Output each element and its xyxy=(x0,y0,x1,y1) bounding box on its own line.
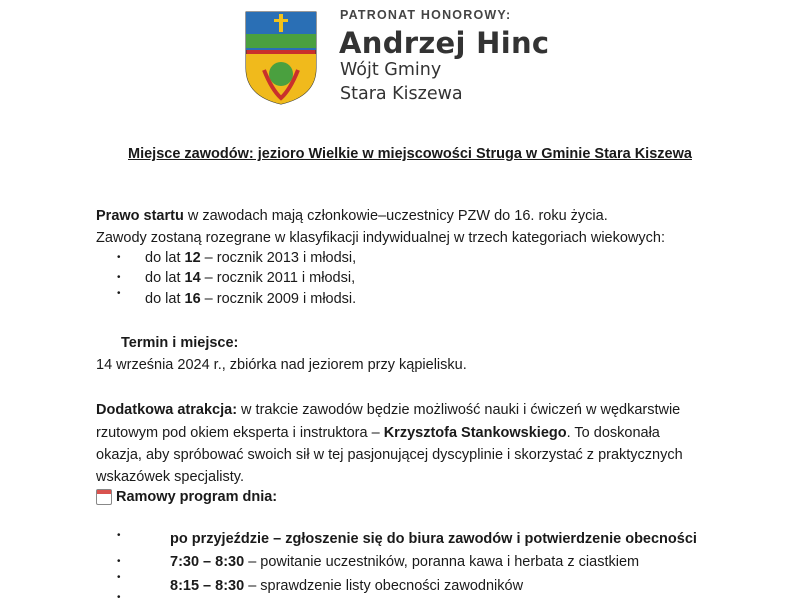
attraction-line-2 xyxy=(96,425,660,441)
attraction-line-3: okazja, aby spróbować swoich sił w tej pasjonującej dyscyplinie i skorzystać z praktycznych xyxy=(96,447,683,463)
bullet: • xyxy=(117,288,121,299)
eligibility-line xyxy=(96,208,608,224)
attraction-text: w trakcie zawodów będzie możliwość nauki i ćwiczeń w wędkarstwie xyxy=(237,402,681,418)
program-text: – powitanie uczestników, poranna kawa i herbata z ciastkiem xyxy=(244,554,640,570)
category-suffix: – rocznik 2011 i młodsi, xyxy=(200,270,356,286)
venue-heading: Miejsce zawodów: jezioro Wielkie w miejscowości Struga w Gminie Stara Kiszewa xyxy=(128,146,692,162)
attraction-label: Dodatkowa atrakcja: xyxy=(96,402,238,418)
attraction-text: rzutowym pod okiem eksperta i instruktora – xyxy=(96,425,384,441)
category-prefix: do lat xyxy=(145,270,185,286)
bullet: • xyxy=(117,592,121,603)
categories-intro: Zawody zostaną rozegrane w klasyfikacji indywidualnej w trzech kategoriach wiekowych: xyxy=(96,230,665,246)
attraction-line-4: wskazówek specjalisty. xyxy=(96,469,245,485)
eligibility-label: Prawo startu xyxy=(96,208,184,224)
category-age: 14 xyxy=(184,270,201,286)
program-item xyxy=(170,578,523,594)
category-item xyxy=(145,291,356,307)
bullet: • xyxy=(117,272,121,283)
category-item xyxy=(145,270,355,286)
category-suffix: – rocznik 2009 i młodsi. xyxy=(200,291,357,307)
patron-place: Stara Kiszewa xyxy=(340,84,463,104)
category-item xyxy=(145,250,356,266)
patron-name: Andrzej Hinc xyxy=(339,26,550,60)
bullet: • xyxy=(117,530,121,541)
category-prefix: do lat xyxy=(145,250,185,266)
attraction-text: . To doskonała xyxy=(566,425,660,441)
program-text: – sprawdzenie listy obecności zawodników xyxy=(244,578,524,594)
bullet: • xyxy=(117,252,121,263)
calendar-icon xyxy=(96,489,112,505)
patron-label: PATRONAT HONOROWY: xyxy=(340,8,512,22)
category-suffix: – rocznik 2013 i młodsi, xyxy=(200,250,357,266)
category-prefix: do lat xyxy=(145,291,185,307)
coat-of-arms-icon xyxy=(244,10,318,106)
bullet: • xyxy=(117,556,121,567)
bullet: • xyxy=(117,572,121,583)
expert-name: Krzysztofa Stankowskiego xyxy=(383,425,567,441)
program-item xyxy=(170,554,639,570)
program-time: 8:15 – 8:30 xyxy=(170,578,245,594)
term-heading: Termin i miejsce: xyxy=(121,335,239,351)
category-age: 12 xyxy=(184,250,201,266)
eligibility-text: w zawodach mają członkowie–uczestnicy PZW do 16. roku życia. xyxy=(183,208,608,224)
category-age: 16 xyxy=(184,291,201,307)
attraction-line-1 xyxy=(96,402,680,418)
program-time: 7:30 – 8:30 xyxy=(170,554,245,570)
term-text: 14 września 2024 r., zbiórka nad jeziorem przy kąpielisku. xyxy=(96,357,467,373)
program-heading: Ramowy program dnia: xyxy=(116,489,278,505)
patron-role: Wójt Gminy xyxy=(340,60,442,80)
program-item: po przyjeździe – zgłoszenie się do biura zawodów i potwierdzenie obecności xyxy=(170,531,697,547)
